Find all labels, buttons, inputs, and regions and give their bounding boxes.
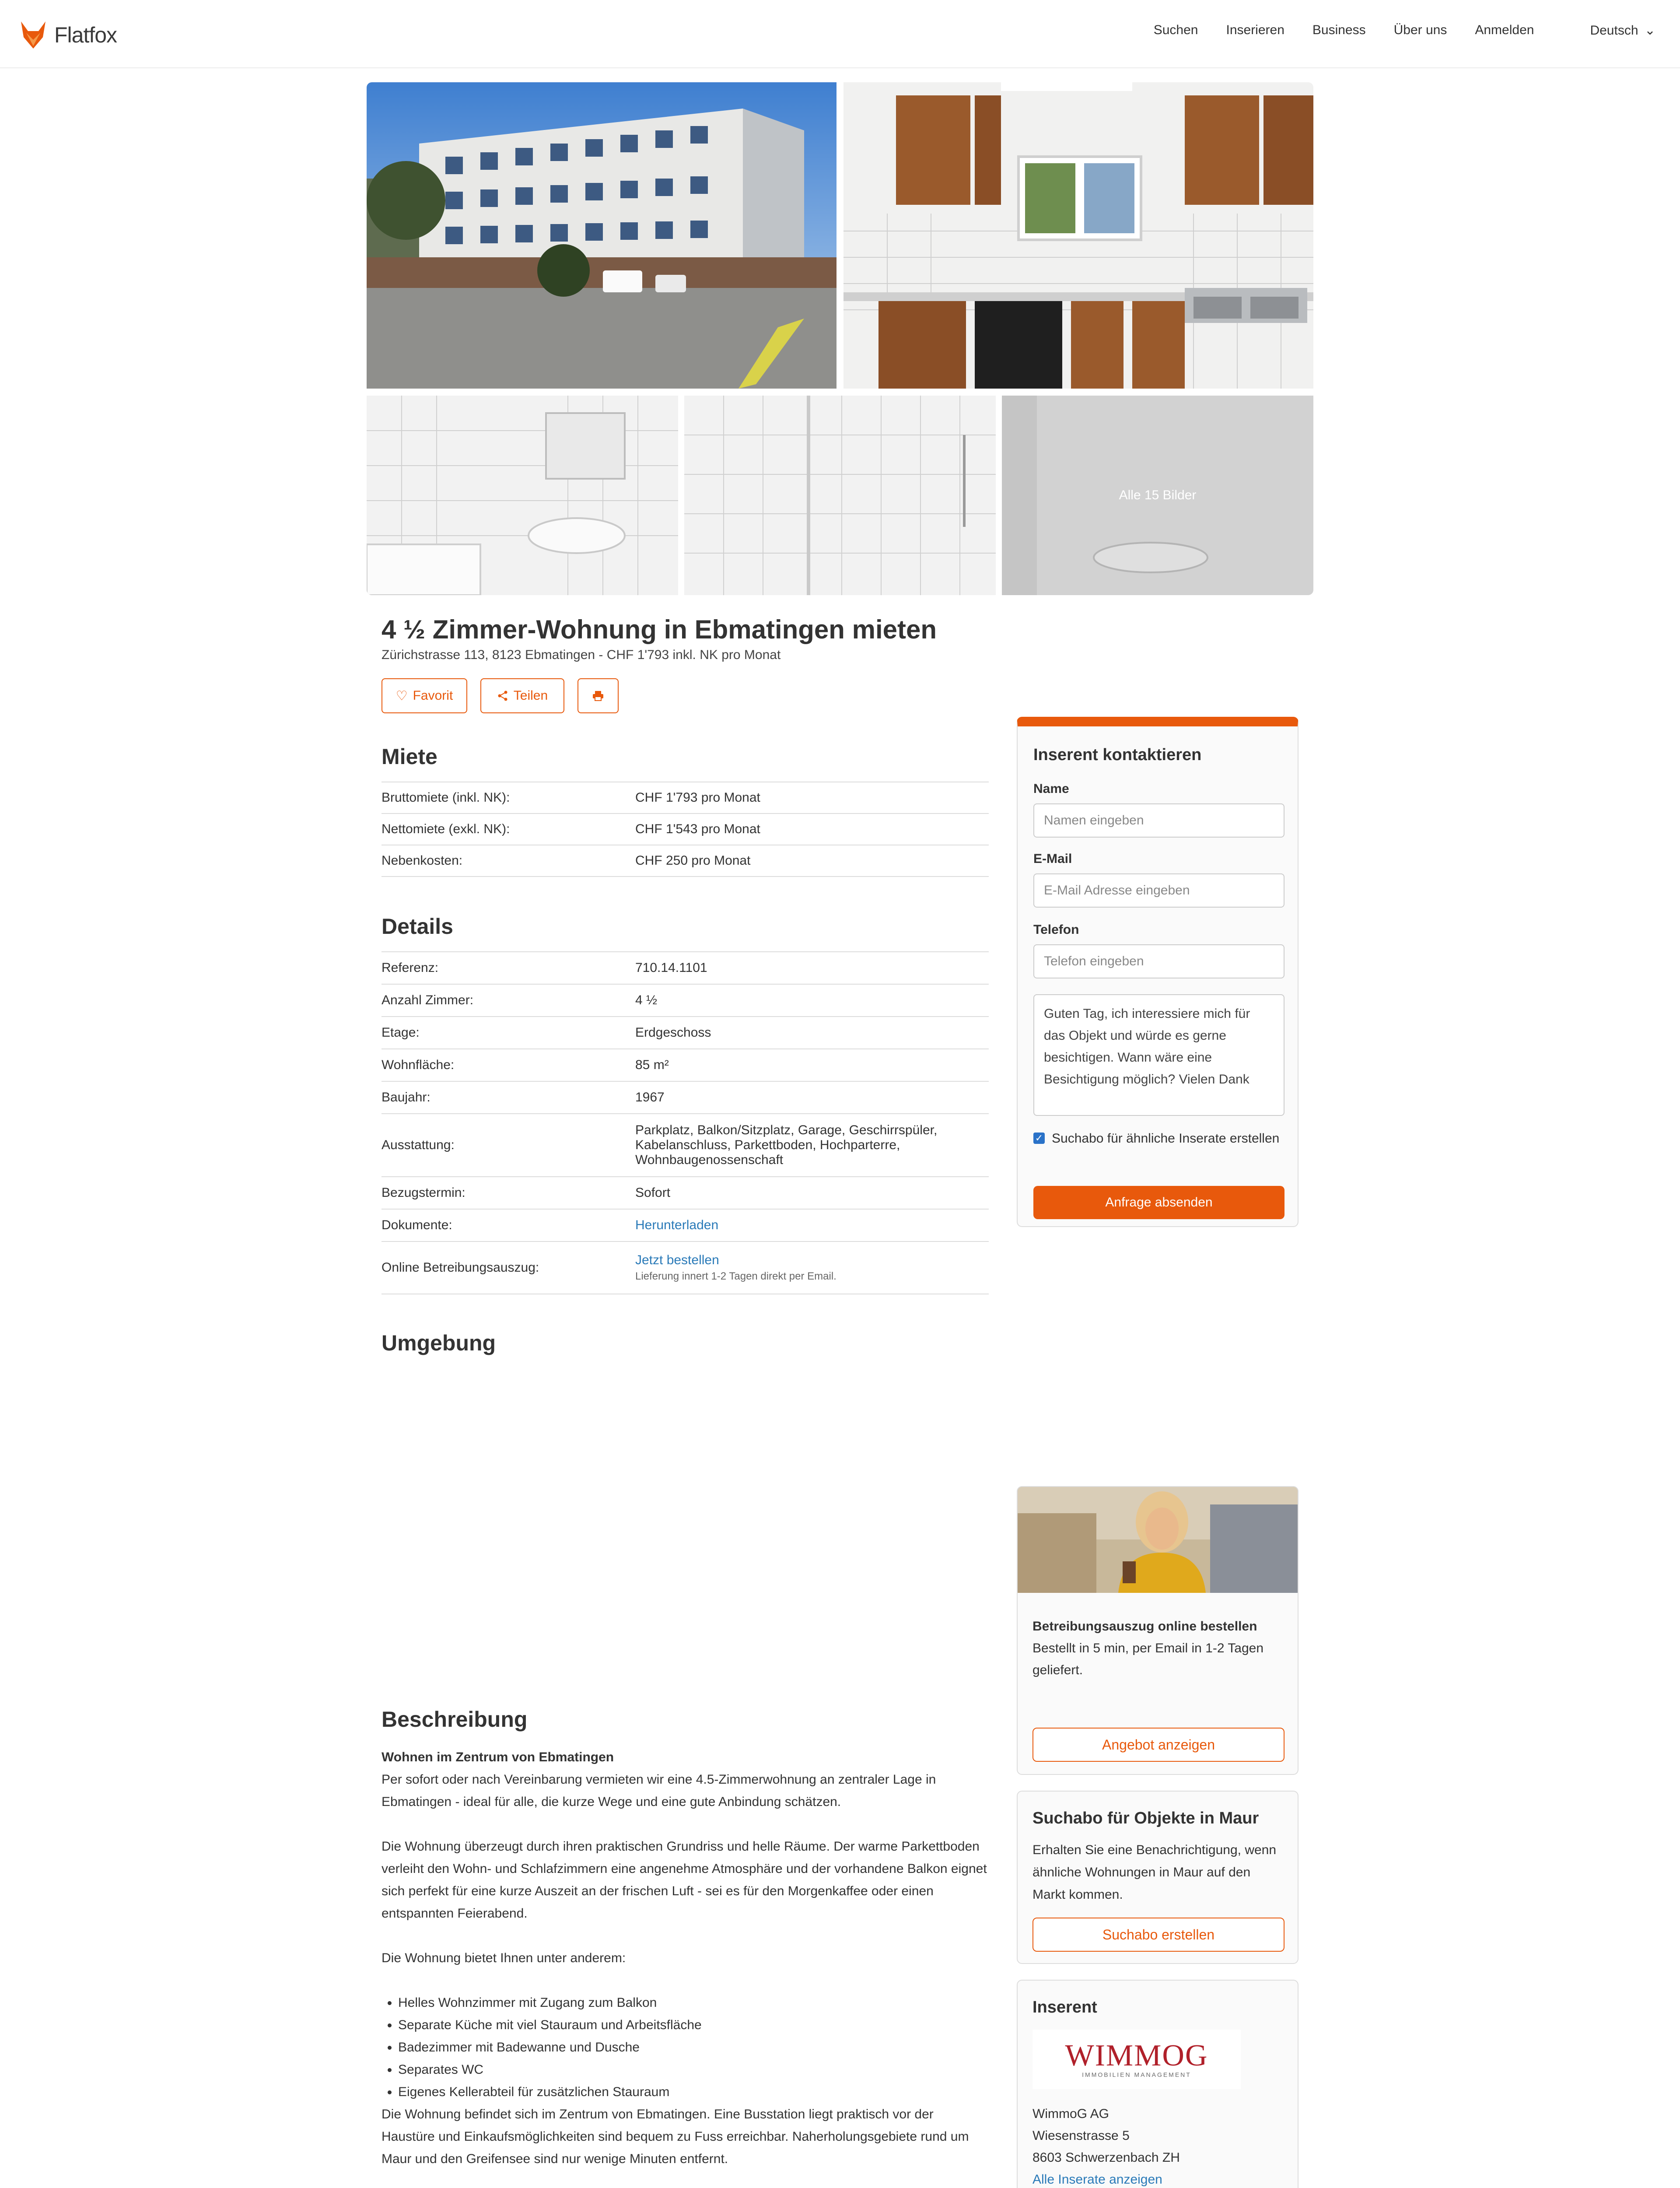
feature-item: • Eigenes Kellerabteil für zusätzlichen Stauraum — [398, 2081, 989, 2103]
name-label: Name — [1033, 782, 1069, 796]
favorite-button[interactable] — [382, 678, 467, 713]
similar-alert-checkbox-label: Suchabo für ähnliche Inserate erstellen — [1052, 1131, 1280, 1146]
details-row — [382, 1210, 989, 1242]
photo-gallery — [367, 82, 1313, 595]
details-heading: Details — [382, 914, 453, 939]
description-paragraph: Die Wohnung befindet sich im Zentrum von Ebmatingen. Eine Busstation liegt praktisch vor der Haustüre und Einkaufsmöglichkeiten sind bequem zu Fuss erreichbar. Naherholungsgebiete rund um Maur und den Greifensee sind nur wenige Minuten entfernt. — [382, 2107, 969, 2166]
rent-label: Bruttomiete (inkl. NK): — [382, 790, 510, 805]
feature-item: • Helles Wohnzimmer mit Zugang zum Balkon — [398, 1992, 989, 2014]
rent-value: CHF 250 pro Monat — [635, 853, 751, 868]
heart-icon: ♡ — [396, 688, 408, 703]
favorite-label: Favorit — [413, 688, 453, 703]
details-label: Anzahl Zimmer: — [382, 993, 474, 1007]
advertiser-logo-text: WIMMOG — [1065, 2039, 1208, 2072]
details-value: 1967 — [635, 1090, 665, 1105]
nav-inserieren[interactable]: Inserieren — [1226, 23, 1284, 37]
checkbox-checked-icon[interactable]: ✓ — [1033, 1133, 1045, 1144]
nav-ueber-uns[interactable]: Über uns — [1393, 23, 1447, 37]
description-body — [382, 1746, 989, 2188]
surroundings-heading: Umgebung — [382, 1331, 496, 1355]
rent-label: Nettomiete (exkl. NK): — [382, 822, 510, 836]
chevron-down-icon: ⌄ — [1644, 23, 1656, 38]
rent-row — [382, 782, 989, 814]
print-icon — [592, 690, 604, 701]
rent-value: CHF 1'543 pro Monat — [635, 822, 760, 836]
details-label: Wohnfläche: — [382, 1058, 455, 1072]
details-value-wrapper — [635, 1253, 989, 1283]
shower-photo-image — [684, 396, 996, 595]
create-search-alert-button[interactable]: Suchabo erstellen — [1032, 1918, 1284, 1952]
promo-text: Bestellt in 5 min, per Email in 1-2 Tagen geliefert. — [1032, 1641, 1264, 1677]
documents-download-link[interactable]: Herunterladen — [635, 1218, 719, 1232]
advertiser-name: WimmoG AG — [1032, 2107, 1110, 2121]
order-extract-link[interactable]: Jetzt bestellen — [635, 1253, 719, 1267]
details-label: Dokumente: — [382, 1218, 452, 1232]
details-label: Referenz: — [382, 961, 439, 975]
feature-item: • Badezimmer mit Badewanne und Dusche — [398, 2036, 989, 2058]
advertiser-logo-sub: IMMOBILIEN MANAGEMENT — [1082, 2071, 1191, 2078]
details-value: Parkplatz, Balkon/Sitzplatz, Garage, Geschirrspüler, Kabelanschluss, Parkettboden, Hochparterre, Wohnbaugenossenschaft — [635, 1123, 938, 1167]
nav-anmelden[interactable]: Anmelden — [1475, 23, 1534, 37]
all-images-button[interactable]: Alle 15 Bilder — [1002, 396, 1313, 595]
description-subheading: Wohnen im Zentrum von Ebmatingen — [382, 1750, 614, 1764]
description-paragraph: Die Wohnung bietet Ihnen unter anderem: — [382, 1951, 626, 1965]
photo-shower[interactable] — [684, 396, 996, 595]
print-button[interactable] — [578, 678, 619, 713]
details-label: Etage: — [382, 1025, 420, 1040]
details-row — [382, 1177, 989, 1210]
nav-suchen[interactable]: Suchen — [1153, 23, 1198, 37]
kitchen-photo-image — [844, 82, 1313, 389]
description-heading: Beschreibung — [382, 1707, 528, 1732]
details-value: 710.14.1101 — [635, 961, 707, 975]
rent-label: Nebenkosten: — [382, 853, 463, 868]
details-label: Bezugstermin: — [382, 1185, 466, 1200]
details-row — [382, 1082, 989, 1114]
listing-title: 4 ½ Zimmer-Wohnung in Ebmatingen mieten — [382, 615, 937, 644]
photo-bathroom[interactable] — [367, 396, 678, 595]
feature-list — [398, 1992, 989, 2103]
advertiser-heading: Inserent — [1032, 1998, 1097, 2016]
site-header — [0, 0, 1680, 68]
contact-heading: Inserent kontaktieren — [1033, 746, 1202, 764]
description-paragraph: Die Wohnung überzeugt durch ihren praktischen Grundriss und helle Räume. Der warme Parkettboden verleiht den Wohn- und Schlafzimmern eine angenehme Atmosphäre und der vorhandene Balkon eignet sich perfekt für eine kurze Auszeit an der frischen Luft - sei es für den Morgenkaffee oder einen entspannten Feierabend. — [382, 1839, 987, 1921]
rent-heading: Miete — [382, 744, 438, 769]
contact-form-card — [1017, 717, 1298, 1227]
share-icon — [497, 690, 508, 701]
search-alert-card — [1017, 1791, 1298, 1964]
extract-note: Lieferung innert 1-2 Tagen direkt per Email. — [635, 1270, 836, 1282]
building-photo-image — [367, 82, 836, 389]
details-row — [382, 952, 989, 985]
details-row — [382, 1017, 989, 1049]
rent-value: CHF 1'793 pro Monat — [635, 790, 760, 805]
bathroom-photo-image — [367, 396, 678, 595]
phone-input[interactable]: Telefon eingeben — [1033, 944, 1284, 978]
search-alert-heading: Suchabo für Objekte in Maur — [1032, 1809, 1259, 1827]
listing-subtitle: Zürichstrasse 113, 8123 Ebmatingen - CHF 1'793 inkl. NK pro Monat — [382, 648, 781, 662]
details-table — [382, 951, 989, 1294]
debt-extract-promo-card — [1017, 1486, 1298, 1775]
promo-woman-photo — [1018, 1487, 1298, 1593]
feature-item: • Separates WC — [398, 2058, 989, 2081]
photo-all-images[interactable] — [1002, 396, 1313, 595]
description-paragraph: Per sofort oder nach Vereinbarung vermieten wir eine 4.5-Zimmerwohnung an zentraler Lage in Ebmatingen - ideal für alle, die kurze Wege und eine gute Anbindung schätzen. — [382, 1772, 936, 1809]
main-nav — [1126, 23, 1656, 38]
details-label: Baujahr: — [382, 1090, 430, 1105]
language-label: Deutsch — [1590, 23, 1638, 38]
fox-logo-icon — [19, 20, 47, 50]
similar-alert-checkbox-row[interactable] — [1033, 1128, 1284, 1149]
details-value: 4 ½ — [635, 993, 658, 1007]
feature-item: • Separate Küche mit viel Stauraum und Arbeitsfläche — [398, 2014, 989, 2036]
phone-label: Telefon — [1033, 922, 1079, 937]
advertiser-logo — [1032, 2030, 1241, 2089]
promo-title: Betreibungsauszug online bestellen — [1032, 1619, 1257, 1634]
language-switcher[interactable] — [1562, 23, 1656, 38]
message-textarea[interactable]: Guten Tag, ich interessiere mich für das Objekt und würde es gerne besichtigen. Wann wäre eine Besichtigung möglich? Vielen Dank — [1033, 994, 1284, 1116]
details-row — [382, 1049, 989, 1082]
advertiser-street: Wiesenstrasse 5 — [1032, 2128, 1130, 2143]
search-alert-text: Erhalten Sie eine Benachrichtigung, wenn ähnliche Wohnungen in Maur auf den Markt kommen. — [1032, 1843, 1277, 1902]
advertiser-card — [1017, 1980, 1298, 2188]
rent-row — [382, 814, 989, 845]
details-value: Sofort — [635, 1185, 671, 1200]
share-button[interactable] — [480, 678, 564, 713]
email-label: E-Mail — [1033, 852, 1072, 866]
share-label: Teilen — [513, 688, 548, 703]
advertiser-city: 8603 Schwerzenbach ZH — [1032, 2150, 1180, 2165]
details-row — [382, 1114, 989, 1177]
details-label: Online Betreibungsauszug: — [382, 1260, 539, 1275]
name-input[interactable]: Namen eingeben — [1033, 803, 1284, 838]
photo-building-exterior[interactable] — [367, 82, 836, 389]
show-offer-button[interactable]: Angebot anzeigen — [1032, 1728, 1284, 1762]
details-row — [382, 985, 989, 1017]
photo-kitchen[interactable] — [844, 82, 1313, 389]
rent-table — [382, 782, 989, 877]
email-input[interactable]: E-Mail Adresse eingeben — [1033, 873, 1284, 908]
details-row — [382, 1242, 989, 1294]
all-listings-link[interactable]: Alle Inserate anzeigen — [1032, 2172, 1162, 2187]
details-value: 85 m² — [635, 1058, 669, 1072]
rent-row — [382, 845, 989, 877]
nav-business[interactable]: Business — [1312, 23, 1366, 37]
brand-name: Flatfox — [54, 23, 117, 47]
listing-actions — [382, 678, 619, 713]
submit-inquiry-button[interactable]: Anfrage absenden — [1033, 1186, 1284, 1219]
details-label: Ausstattung: — [382, 1138, 455, 1152]
details-value: Erdgeschoss — [635, 1025, 711, 1040]
brand-logo[interactable] — [19, 18, 117, 53]
